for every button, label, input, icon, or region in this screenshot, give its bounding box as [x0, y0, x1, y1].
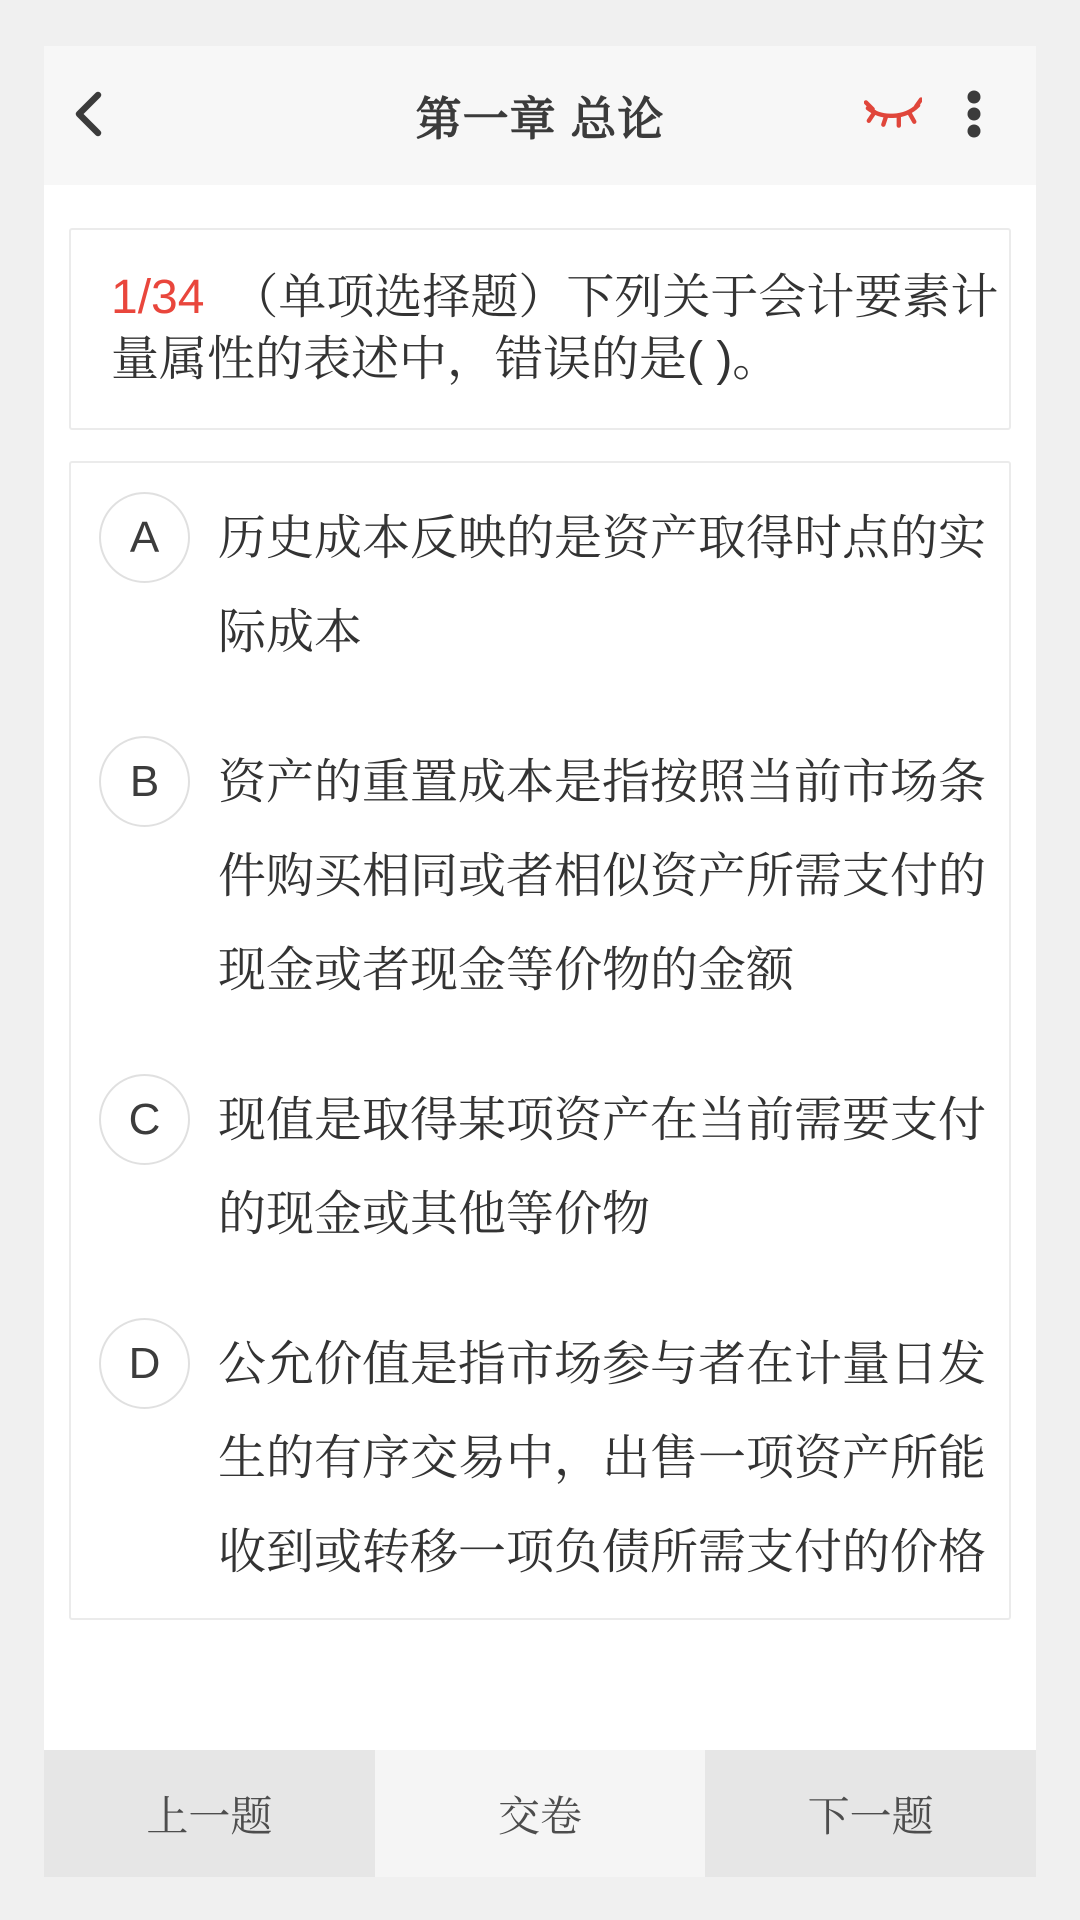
- option-c-letter-badge[interactable]: C: [99, 1074, 190, 1165]
- submit-paper-button[interactable]: 交卷: [375, 1750, 706, 1877]
- question-card: [69, 228, 1011, 430]
- more-menu-button[interactable]: [954, 86, 994, 146]
- option-c-text: 现值是取得某项资产在当前需要支付的现金或其他等价物: [218, 1094, 987, 1241]
- kebab-menu-icon: [966, 89, 982, 142]
- footer-nav-bar: [44, 1750, 1036, 1877]
- eye-closed-icon: [864, 96, 922, 135]
- option-a-letter-badge[interactable]: A: [99, 492, 190, 583]
- option-a-text: 历史成本反映的是资产取得时点的实际成本: [218, 512, 987, 659]
- header-bar: [44, 46, 1036, 185]
- option-d-text: 公允价值是指市场参与者在计量日发生的有序交易中，出售一项资产所能收到或转移一项负债所需支付的价格: [218, 1338, 987, 1579]
- question-text: （单项选择题）下列关于会计要素计量属性的表述中，错误的是( )。: [111, 271, 999, 386]
- option-b-letter-badge[interactable]: B: [99, 736, 190, 827]
- options-list: [69, 461, 1011, 1620]
- option-d-letter-badge[interactable]: D: [99, 1318, 190, 1409]
- option-a[interactable]: [99, 492, 1001, 680]
- page-title: 第一章 总论: [415, 92, 665, 145]
- option-b[interactable]: [99, 736, 1001, 1018]
- previous-question-button[interactable]: 上一题: [44, 1750, 375, 1877]
- hide-answer-button[interactable]: [860, 91, 926, 141]
- question-progress-counter: 1/34: [111, 271, 205, 324]
- option-d[interactable]: [99, 1318, 1001, 1600]
- question-content-area: [44, 185, 1036, 1750]
- exam-card: [44, 46, 1036, 1877]
- next-question-button[interactable]: 下一题: [705, 1750, 1036, 1877]
- chevron-left-icon: [73, 90, 103, 141]
- back-button[interactable]: [62, 86, 114, 146]
- option-c[interactable]: [99, 1074, 1001, 1262]
- option-b-text: 资产的重置成本是指按照当前市场条件购买相同或者相似资产所需支付的现金或者现金等价物的金额: [218, 756, 987, 997]
